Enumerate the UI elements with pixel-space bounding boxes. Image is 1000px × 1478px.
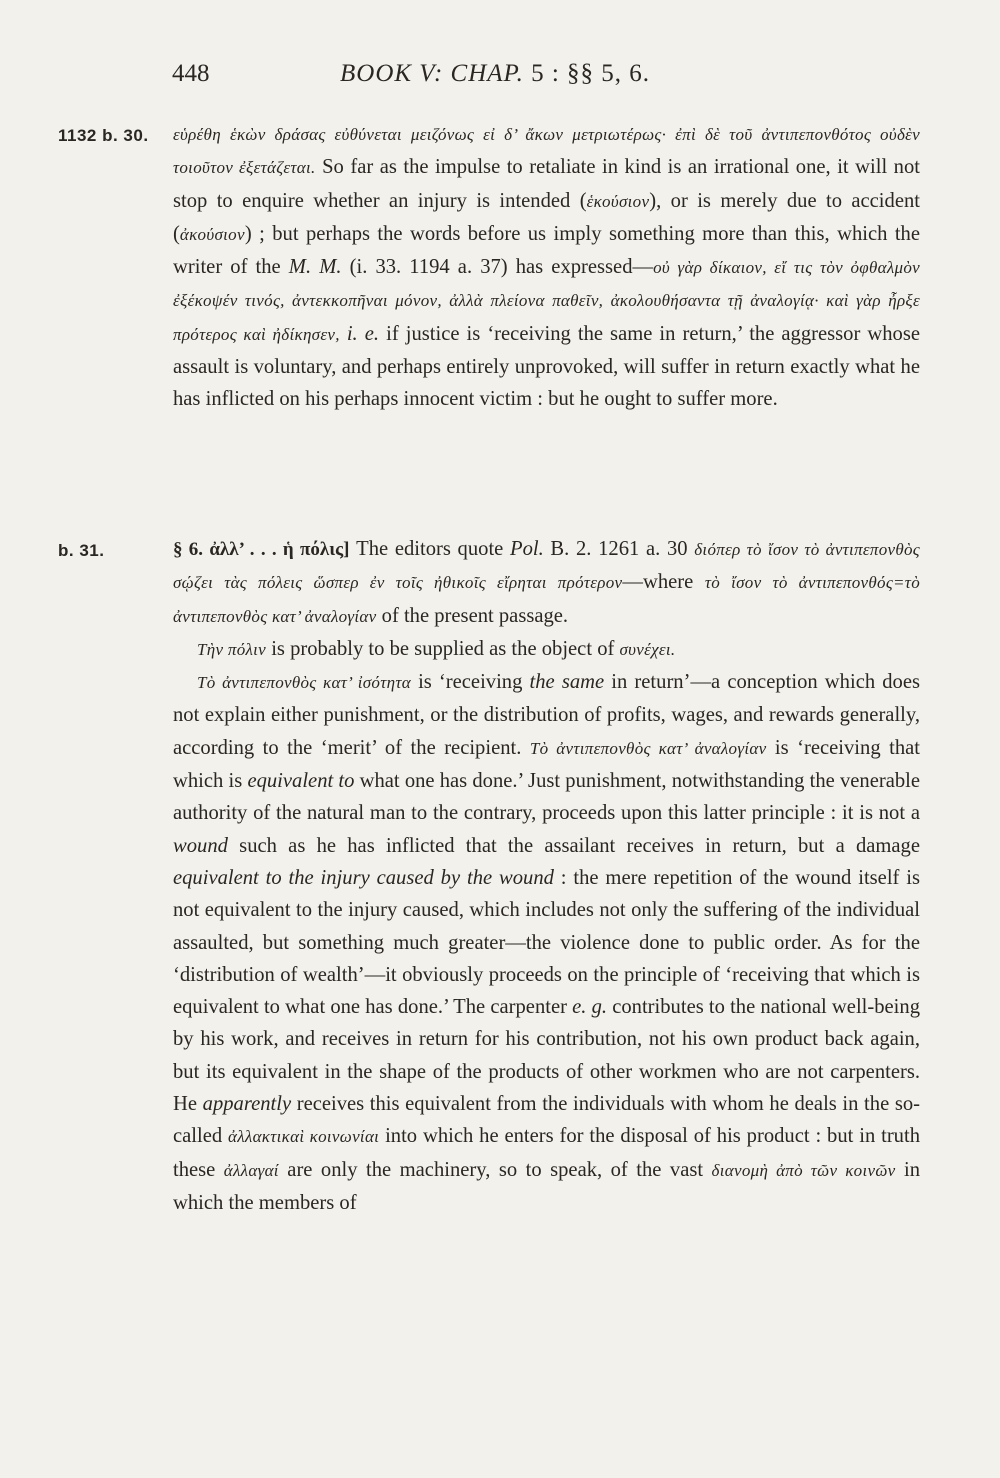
text-run: of the present passage. [376, 604, 569, 627]
text-run: is ‘receiving [410, 671, 530, 694]
text-run: if justice is ‘receiving the same in return,’ the aggressor whose assault is voluntary, and perhaps entirely unprovoked, will suffer in return exactly what he has inflicted on his perhaps innocent victim : but he ought to suffer more. [173, 322, 920, 411]
text-run: receives this equivalent from the individuals with whom he deals in the so-called [173, 1093, 920, 1148]
italic-text: wound [173, 834, 228, 857]
text-run: The editors quote [349, 538, 510, 560]
italic-text: e. g. [572, 996, 608, 1019]
text-run: in which the members of [173, 1158, 920, 1214]
greek-text: ἀλλακτικαὶ κοινωνίαι [228, 1127, 380, 1147]
text-run: into which he enters for the disposal of his product : but in truth these [173, 1125, 920, 1181]
running-head-title: BOOK V: CHAP. [340, 60, 524, 87]
text-run: such as he has inflicted that the assailant receives in return, but a damage [227, 834, 920, 857]
text-run: in return’—a conception which does not explain either punishment, or the distribution of profits, wages, and rewards generally, according to the ‘merit’ of the recipient. [173, 671, 921, 759]
greek-text: συνέχει. [619, 639, 676, 659]
greek-text: οὐ γὰρ δίκαιον, εἴ τις τὸν ὀφθαλμὸν ἐξέκοψέν τινός, ἀντεκκοπῆναι μόνον, ἀλλὰ πλείονα παθεῖν, ἀκολουθήσαντα τῇ ἀναλογίᾳ· καὶ γὰρ ἦρξε πρότερος καὶ ἠδίκησεν, [173, 258, 920, 344]
running-head-section: 5 : §§ 5, 6. [531, 60, 651, 87]
greek-text: ἑκούσιον [586, 191, 650, 211]
paragraph [173, 633, 920, 666]
text-run: are only the machinery, so to speak, of the vast [278, 1158, 712, 1181]
text-run: : the mere repetition of the wound itself is not equivalent to the injury caused, which includes not only the suffering of the individual assaulted, but something much greater—the violence done to public order. As for the ‘distribution of wealth’—it obviously proceeds on the principle of ‘receiving that which is equivalent to what one has done.’ The carpenter [173, 866, 921, 1019]
lemma: § 6. ἀλλ’ . . . ἡ πόλις] [173, 539, 350, 560]
italic-text: Pol. [509, 538, 544, 560]
text-run: contributes to the national well-being by his work, and receives in return for his contribution, not his own product back again, but its equivalent in the shape of the products of other workmen who are not carpenters. He [173, 996, 920, 1116]
italic-text: M. M. [288, 256, 342, 279]
greek-text: Τὸ ἀντιπεπονθὸς κατ’ ἰσότητα [197, 673, 411, 693]
page-number: 448 [172, 60, 210, 87]
greek-text: ἀκούσιον [179, 224, 245, 244]
greek-text: εὑρέθη ἑκὼν δράσας εὐθύνεται μειζόνως εἰ δ’ ἄκων μετριωτέρως· ἐπὶ δὲ τοῦ ἀντιπεπονθότος οὐδὲν τοιοῦτον ἐξετάζεται. [173, 125, 920, 178]
greek-text: διανομὴ ἀπὸ τῶν κοινῶν [711, 1160, 896, 1180]
entry-body [173, 118, 920, 416]
paragraph [173, 666, 920, 1219]
italic-text: the same [529, 671, 605, 694]
running-head [340, 60, 650, 88]
italic-text: equivalent to [247, 770, 355, 793]
text-run: (i. 33. 1194 a. 37) has expressed— [341, 256, 654, 279]
italic-text: i. e. [346, 322, 380, 345]
greek-text: Τὴν πόλιν [197, 639, 267, 659]
text-run [340, 323, 347, 345]
greek-text: διόπερ τὸ ἴσον τὸ ἀντιπεπονθὸς σῴζει τὰς πόλεις ὥσπερ ἐν τοῖς ἠθικοῖς εἴρηται πρότερον [173, 540, 920, 593]
greek-text: Τὸ ἀντιπεπονθὸς κατ’ ἀναλογίαν [529, 738, 767, 758]
text-run: ) ; but perhaps the words before us imply something more than this, which the writer of the [173, 222, 920, 279]
italic-text: apparently [202, 1093, 292, 1116]
line-reference: b. 31. [58, 541, 105, 560]
paragraph [173, 533, 920, 633]
text-run: ), or is merely due to accident ( [173, 189, 920, 245]
page-header [172, 60, 1000, 94]
italic-text: equivalent to the injury caused by the wound [173, 866, 554, 889]
text-run: —where [622, 571, 705, 594]
text-run: is probably to be supplied as the object of [266, 637, 620, 660]
entry-body [173, 533, 920, 1219]
text-run: So far as the impulse to retaliate in kind is an irrational one, it will not stop to enquire whether an injury is intended ( [173, 156, 920, 212]
text-run: what one has done.’ Just punishment, notwithstanding the venerable authority of the natural man to the contrary, proceeds upon this latter principle : it is not a [173, 770, 920, 825]
text-run: B. 2. 1261 a. 30 [543, 538, 695, 560]
greek-text: τὸ ἴσον τὸ ἀντιπεπονθός=τὸ ἀντιπεπονθὸς κατ’ ἀναλογίαν [173, 573, 920, 626]
greek-text: ἀλλαγαί [223, 1160, 279, 1180]
line-reference: 1132 b. 30. [58, 126, 149, 145]
paragraph [173, 118, 920, 416]
text-run: is ‘receiving that which is [173, 736, 920, 793]
